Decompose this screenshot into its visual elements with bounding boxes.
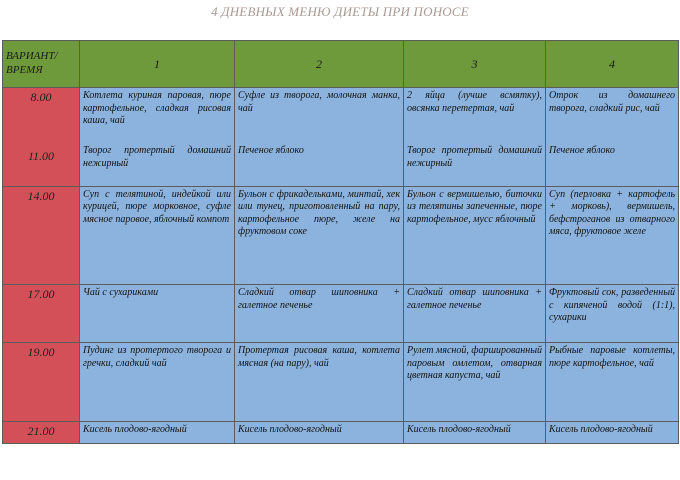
meal-text: Печеное яблоко — [238, 145, 304, 157]
header-variant-4: 4 — [546, 41, 679, 88]
meal-text: Творог протертый домашний нежирный — [83, 145, 231, 169]
menu-cell: Суп с телятиной, индейкой или курицей, пюре морковное, суфле мясное паровое, яблочный компот — [80, 186, 235, 284]
diet-menu-table — [2, 40, 679, 444]
meal-text: Печеное яблоко — [549, 145, 615, 157]
header-variant-3: 3 — [404, 41, 546, 88]
time-cell: 21.00 — [3, 421, 80, 443]
header-variant-time: ВАРИАНТ/ ВРЕМЯ — [3, 41, 80, 88]
time-label: 8.00 — [30, 90, 52, 105]
page-title: 4 ДНЕВНЫХ МЕНЮ ДИЕТЫ ПРИ ПОНОСЕ — [211, 4, 469, 19]
meal-text: Суфле из творога, молочная манка, чай — [238, 90, 400, 114]
menu-cell: Чай с сухариками — [80, 285, 235, 343]
menu-cell — [404, 88, 546, 186]
menu-cell: Протертая рисовая каша, котлета мясная (на пару), чай — [235, 343, 404, 421]
menu-cell: Кисель плодово-ягодный — [235, 421, 404, 443]
meal-text: Котлета куриная паровая, пюре картофельное, сладкая рисовая каша, чай — [83, 90, 231, 127]
meal-text: Творог протертый домашний нежирный — [407, 145, 542, 169]
table-row — [3, 285, 679, 343]
header-row — [3, 41, 679, 88]
menu-cell: Сладкий отвар шиповника + галетное печенье — [404, 285, 546, 343]
menu-cell: Рулет мясной, фаршированный паровым омлетом, отварная цветная капуста, чай — [404, 343, 546, 421]
table-row — [3, 343, 679, 421]
time-cell: 19.00 — [3, 343, 80, 421]
menu-cell: Кисель плодово-ягодный — [80, 421, 235, 443]
time-cell: 17.00 — [3, 285, 80, 343]
header-variant-1: 1 — [80, 41, 235, 88]
menu-cell: Сладкий отвар шиповника + галетное печенье — [235, 285, 404, 343]
meal-text: 2 яйца (лучше всмятку), овсянка перетертая, чай — [407, 90, 542, 114]
menu-cell: Кисель плодово-ягодный — [404, 421, 546, 443]
menu-cell — [235, 88, 404, 186]
menu-cell: Суп (перловка + картофель + морковь), вермишель, бефстроганов из отварного мяса, фруктовое желе — [546, 186, 679, 284]
menu-cell: Пудинг из протертого творога и гречки, сладкий чай — [80, 343, 235, 421]
header-variant-2: 2 — [235, 41, 404, 88]
meal-text: Omрок из домашнего творога, сладкий рис, чай — [549, 90, 675, 114]
menu-cell — [546, 88, 679, 186]
time-label: 11.00 — [27, 149, 55, 164]
time-cell — [3, 88, 80, 186]
menu-cell — [80, 88, 235, 186]
menu-cell: Бульон с вермишелью, биточки из телятины запеченные, пюре картофельное, мусс яблочный — [404, 186, 546, 284]
table-row — [3, 88, 679, 186]
menu-cell: Кисель плодово-ягодный — [546, 421, 679, 443]
table-row — [3, 186, 679, 284]
time-cell: 14.00 — [3, 186, 80, 284]
menu-cell: Рыбные паровые котлеты, пюре картофельное, чай — [546, 343, 679, 421]
menu-cell: Бульон с фрикадельками, минтай, хек или тунец, приготовленный на пару, картофельное пюре, желе на фруктовом соке — [235, 186, 404, 284]
menu-cell: Фруктовый сок, разведенный с кипяченой водой (1:1), сухарики — [546, 285, 679, 343]
table-row — [3, 421, 679, 443]
